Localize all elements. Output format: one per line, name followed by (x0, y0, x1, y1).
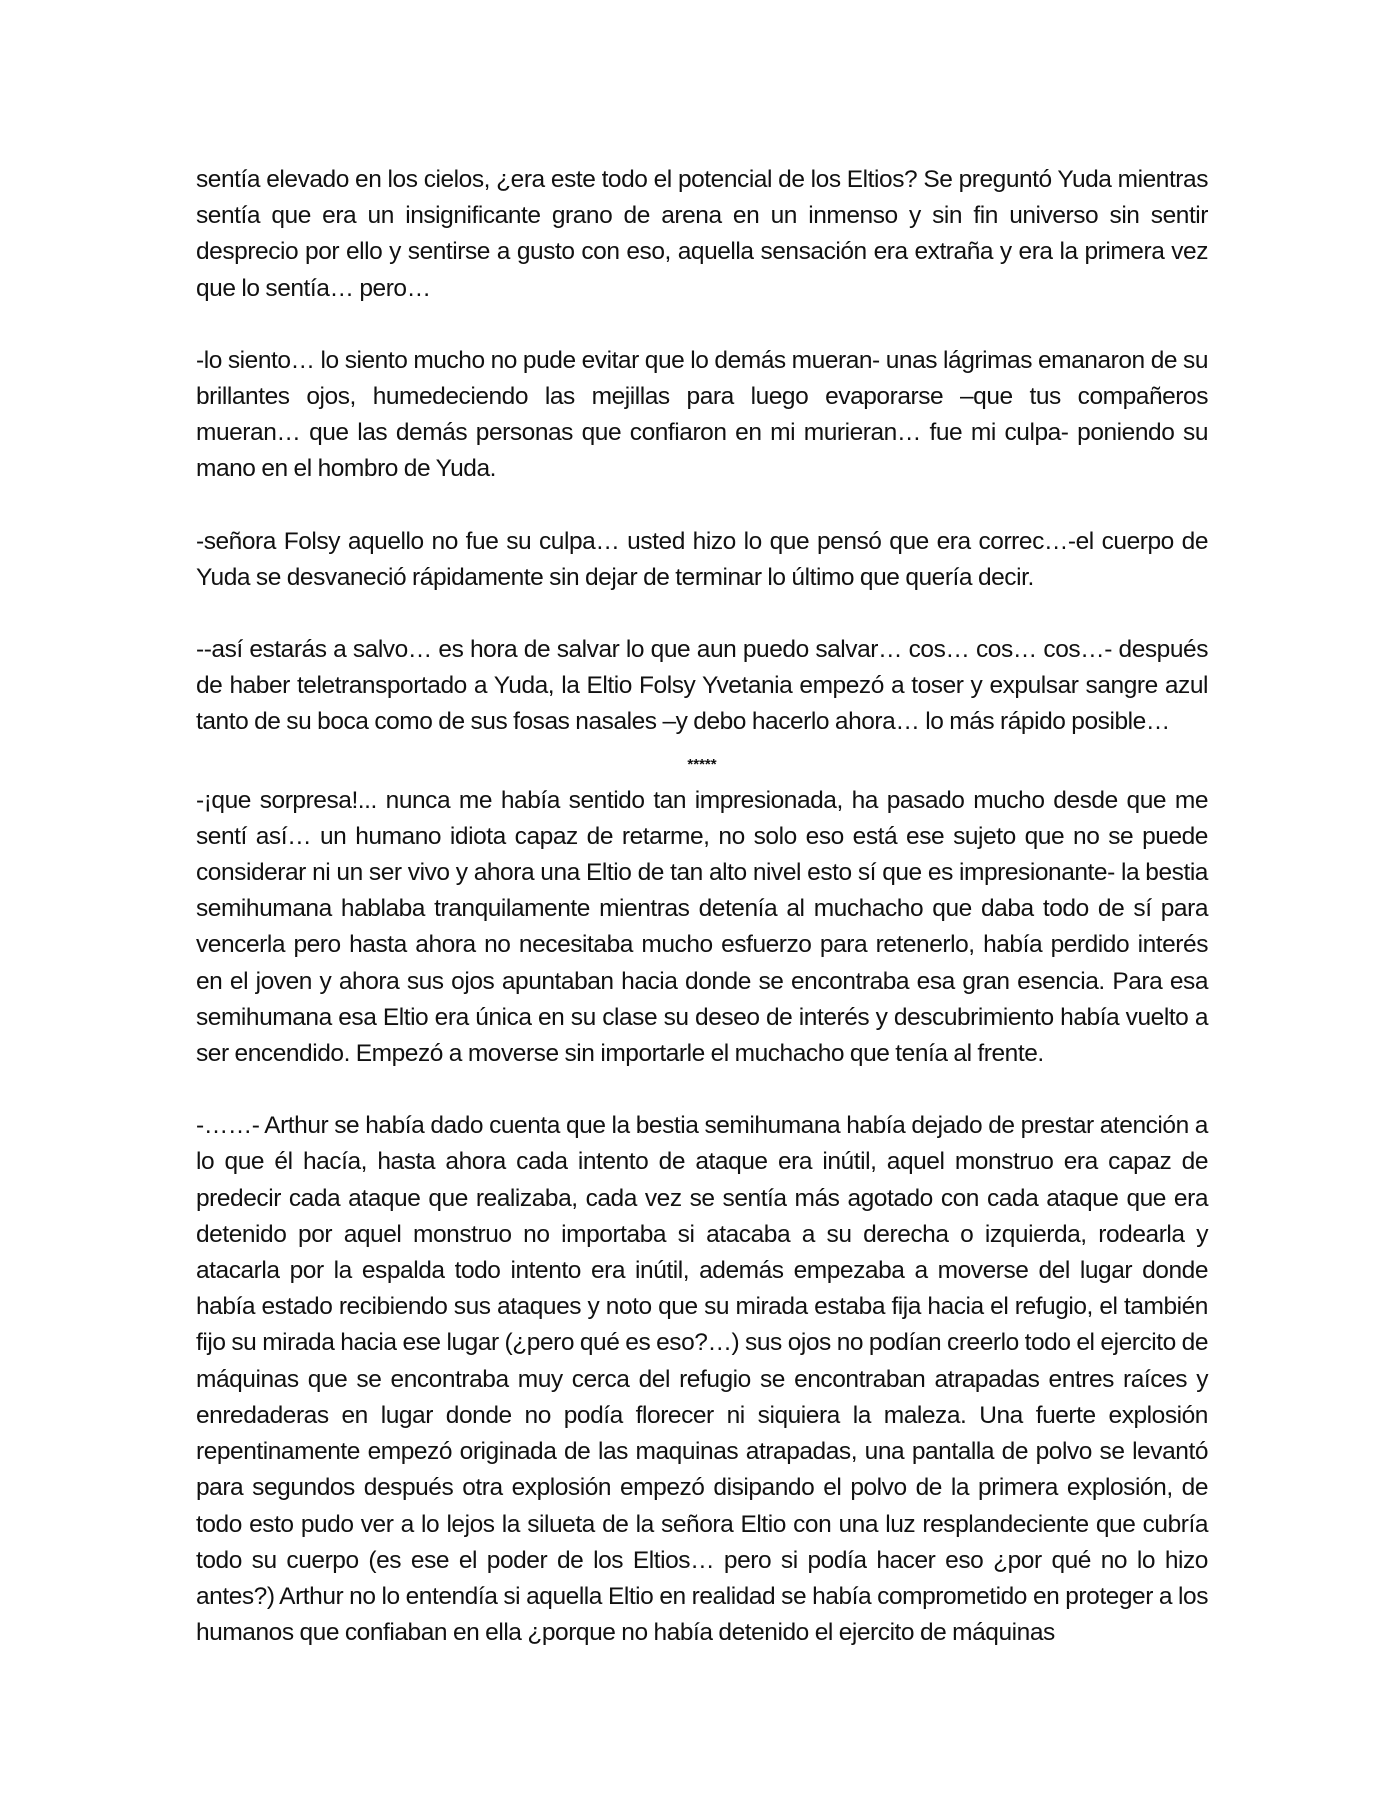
paragraph-4: --así estarás a salvo… es hora de salvar lo que aun puedo salvar… cos… cos… cos…- después de haber teletransportado a Yuda, la Eltio Folsy Yvetania empezó a toser y expulsar sangre azul tanto de su boca como de sus fosas nasales –y debo hacerlo ahora… lo más rápido posible… (196, 636, 1208, 736)
paragraph-2: -lo siento… lo siento mucho no pude evitar que lo demás mueran- unas lágrimas emanaron de su brillantes ojos, humedeciendo las mejillas para luego evaporarse –que tus compañeros mueran… que las demás personas que confiaron en mi murieran… fue mi culpa- poniendo su mano en el hombro de Yuda. (196, 346, 1208, 483)
document-page (196, 162, 1208, 1651)
scene-separator: ***** (687, 755, 717, 773)
paragraph-3: -señora Folsy aquello no fue su culpa… usted hizo lo que pensó que era correc…-el cuerpo de Yuda se desvaneció rápidamente sin dejar de terminar lo último que quería decir. (196, 527, 1208, 591)
paragraph-6: -……- Arthur se había dado cuenta que la bestia semihumana había dejado de prestar atención a lo que él hacía, hasta ahora cada intento de ataque era inútil, aquel monstruo era capaz de predecir cada ataque que realizaba, cada vez se sentía más agotado con cada ataque que era detenido por aquel monstruo no importaba si atacaba a su derecha o izquierda, rodearla y atacarla por la espalda todo intento era inútil, además empezaba a moverse del lugar donde había estado recibiendo sus ataques y noto que su mirada estaba fija hacia el refugio, el también fijo su mirada hacia ese lugar (¿pero qué es eso?…) sus ojos no podían creerlo todo el ejercito de máquinas que se encontraba muy cerca del refugio se encontraban atrapadas entres raíces y enredaderas en lugar donde no podía florecer ni siquiera la maleza. Una fuerte explosión repentinamente empezó originada de las maquinas atrapadas, una pantalla de polvo se levantó para segundos después otra explosión empezó disipando el polvo de la primera explosión, de todo esto pudo ver a lo lejos la silueta de la señora Eltio con una luz resplandeciente que cubría todo su cuerpo (es ese el poder de los Eltios… pero si podía hacer eso ¿por qué no lo hizo antes?) Arthur no lo entendía si aquella Eltio en realidad se había comprometido en proteger a los humanos que confiaban en ella ¿porque no había detenido el ejercito de máquinas (196, 1112, 1208, 1647)
paragraph-5: -¡que sorpresa!... nunca me había sentido tan impresionada, ha pasado mucho desde que me sentí así… un humano idiota capaz de retarme, no solo eso está ese sujeto que no se puede considerar ni un ser vivo y ahora una Eltio de tan alto nivel esto sí que es impresionante- la bestia semihumana hablaba tranquilamente mientras detenía al muchacho que daba todo de sí para vencerla pero hasta ahora no necesitaba mucho esfuerzo para retenerlo, había perdido interés en el joven y ahora sus ojos apuntaban hacia donde se encontraba esa gran esencia. Para esa semihumana esa Eltio era única en su clase su deseo de interés y descubrimiento había vuelto a ser encendido. Empezó a moverse sin importarle el muchacho que tenía al frente. (196, 786, 1208, 1068)
paragraph-1: sentía elevado en los cielos, ¿era este todo el potencial de los Eltios? Se preguntó Yuda mientras sentía que era un insignificante grano de arena en un inmenso y sin fin universo sin sentir desprecio por ello y sentirse a gusto con eso, aquella sensación era extraña y era la primera vez que lo sentía… pero… (196, 166, 1208, 302)
